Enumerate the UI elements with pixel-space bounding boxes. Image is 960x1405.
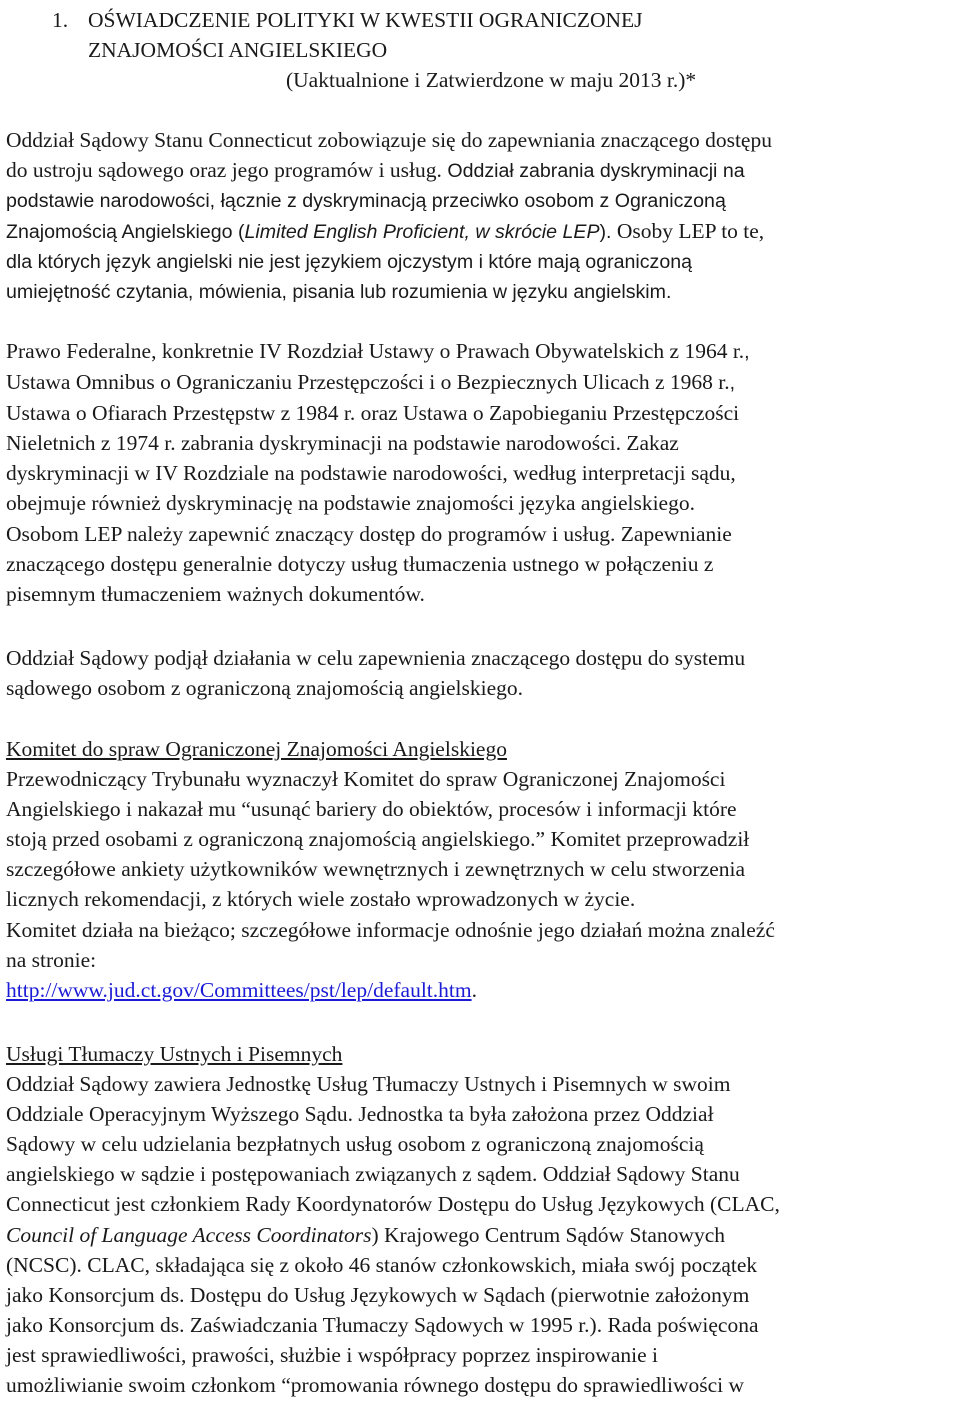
- committee-section: [6, 734, 956, 1005]
- text-line: umożliwianie swoim członkom “promowania równego dostępu do sprawiedliwości w: [6, 1373, 745, 1398]
- text-line: Osoby LEP to te,: [611, 219, 765, 244]
- title-number: 1.: [52, 8, 69, 32]
- text-line: .: [471, 977, 477, 1002]
- text-line: Znajomością Angielskiego (: [6, 221, 245, 244]
- text-line: podstawie narodowości, łącznie z dyskryminacją przeciwko osobom z Ograniczoną: [6, 190, 726, 213]
- text-line: na stronie:: [6, 947, 97, 972]
- text-line: licznych rekomendacji, z których wiele zostało wprowadzonych w życie.: [6, 887, 636, 912]
- text-line: jest sprawiedliwości, prawości, służbie i współpracy poprzez inspirowanie i: [6, 1342, 658, 1367]
- text-line: ,: [729, 372, 736, 395]
- text-line: jako Konsorcjum ds. Zaświadczania Tłumaczy Sądowych w 1995 r.). Rada poświęcona: [6, 1312, 759, 1337]
- text-line: Komitet działa na bieżąco; szczegółowe informacje odnośnie jego działań można znaleźć: [6, 917, 775, 942]
- text-line: Ustawa o Ofiarach Przestępstw z 1984 r.: [6, 401, 356, 426]
- federal-law-paragraph: [6, 336, 956, 609]
- text-line: ).: [599, 221, 612, 244]
- text-line: angielskiego w sądzie i postępowaniach związanych z sądem. Oddział Sądowy Stanu: [6, 1162, 740, 1187]
- text-line: Oddział Sądowy Stanu Connecticut zobowiązuje się do zapewniania znaczącego dostępu: [6, 128, 772, 152]
- text-line: pisemnym tłumaczeniem ważnych dokumentów.: [6, 581, 425, 606]
- text-line: Oddział Sądowy zawiera Jednostkę Usług Tłumaczy Ustnych i Pisemnych w swoim: [6, 1072, 731, 1097]
- text-line: szczegółowe ankiety użytkowników wewnętrznych i zewnętrznych w celu stworzenia: [6, 857, 746, 882]
- text-line: Sądowy w celu udzielania bezpłatnych usług osobom z ograniczoną znajomością: [6, 1132, 704, 1157]
- text-line: Przewodniczący Trybunału wyznaczył Komitet do spraw Ograniczonej Znajomości: [6, 767, 726, 792]
- interpreter-services-section: [6, 1039, 956, 1400]
- section-heading: Usługi Tłumaczy Ustnych i Pisemnych: [6, 1042, 343, 1066]
- text-line: umiejętność czytania, mówienia, pisania lub rozumienia w języku angielskim.: [6, 281, 672, 304]
- text-line: ,: [744, 341, 750, 363]
- text-line: znaczącego dostępu generalnie dotyczy usług tłumaczenia ustnego w połączeniu z: [6, 551, 714, 576]
- text-line: Oddział Sądowy podjął działania w celu zapewnienia znaczącego dostępu do systemu: [6, 646, 746, 670]
- text-line: ) Krajowego Centrum Sądów Stanowych: [371, 1222, 725, 1247]
- text-line: dla których język angielski nie jest językiem ojczystym i które mają ograniczoną: [6, 251, 693, 274]
- text-line: oraz Ustawa o Zapobieganiu Przestępczości: [355, 401, 740, 426]
- text-line: Connecticut jest członkiem Rady Koordynatorów Dostępu do Usług Językowych (CLAC,: [6, 1192, 780, 1217]
- text-line: Oddział zabrania dyskryminacji na: [441, 160, 745, 183]
- text-line: Prawo Federalne, konkretnie IV Rozdział Ustawy o Prawach Obywatelskich z 1964 r.: [6, 339, 745, 363]
- text-line: zabrania dyskryminacji na podstawie narodowości.: [175, 431, 621, 456]
- access-paragraph: [6, 643, 956, 703]
- document-title: [6, 5, 956, 95]
- text-line-italic: Limited English Proficient, w skrócie LEP: [244, 221, 600, 244]
- text-line: Angielskiego i nakazał mu “usunąć bariery do obiektów, procesów i informacji które: [6, 797, 737, 822]
- text-line: stoją przed osobami z ograniczoną znajomością angielskiego.” Komitet przeprowadził: [6, 827, 750, 852]
- text-line: Zakaz: [620, 431, 679, 456]
- text-line: jako Konsorcjum ds. Dostępu do Usług Językowych w Sądach (pierwotnie założonym: [6, 1282, 750, 1307]
- text-line: Oddziale Operacyjnym Wyższego Sądu. Jednostka ta była założona przez Oddział: [6, 1102, 714, 1127]
- section-heading: Komitet do spraw Ograniczonej Znajomości Angielskiego: [6, 737, 507, 761]
- text-line: (NCSC). CLAC, składająca się z około 46 stanów członkowskich, miała swój początek: [6, 1252, 758, 1277]
- text-line: do ustroju sądowego oraz jego programów i usług.: [6, 158, 442, 183]
- text-line: Ustawa Omnibus o Ograniczaniu Przestępczości i o Bezpiecznych Ulicach z 1968 r.: [6, 370, 730, 395]
- text-line: Nieletnich z 1974 r.: [6, 431, 176, 456]
- text-line: sądowego osobom z ograniczoną znajomością angielskiego.: [6, 676, 524, 701]
- intro-paragraph: [6, 125, 956, 308]
- document-subtitle: (Uaktualnione i Zatwierdzone w maju 2013 r.)*: [286, 68, 697, 92]
- text-line: Zapewnianie: [615, 521, 732, 546]
- committee-link[interactable]: http://www.jud.ct.gov/Committees/pst/lep/default.htm: [6, 977, 472, 1002]
- title-line-2: ZNAJOMOŚCI ANGIELSKIEGO: [88, 38, 388, 62]
- text-line: obejmuje również dyskryminację na podstawie znajomości języka angielskiego.: [6, 491, 695, 516]
- text-line-italic: Council of Language Access Coordinators: [6, 1222, 372, 1247]
- title-line-1: OŚWIADCZENIE POLITYKI W KWESTII OGRANICZONEJ: [88, 8, 643, 32]
- text-line: dyskryminacji w IV Rozdziale na podstawie narodowości, według interpretacji sądu,: [6, 461, 736, 486]
- text-line: Osobom LEP należy zapewnić znaczący dostęp do programów i usług.: [6, 521, 616, 546]
